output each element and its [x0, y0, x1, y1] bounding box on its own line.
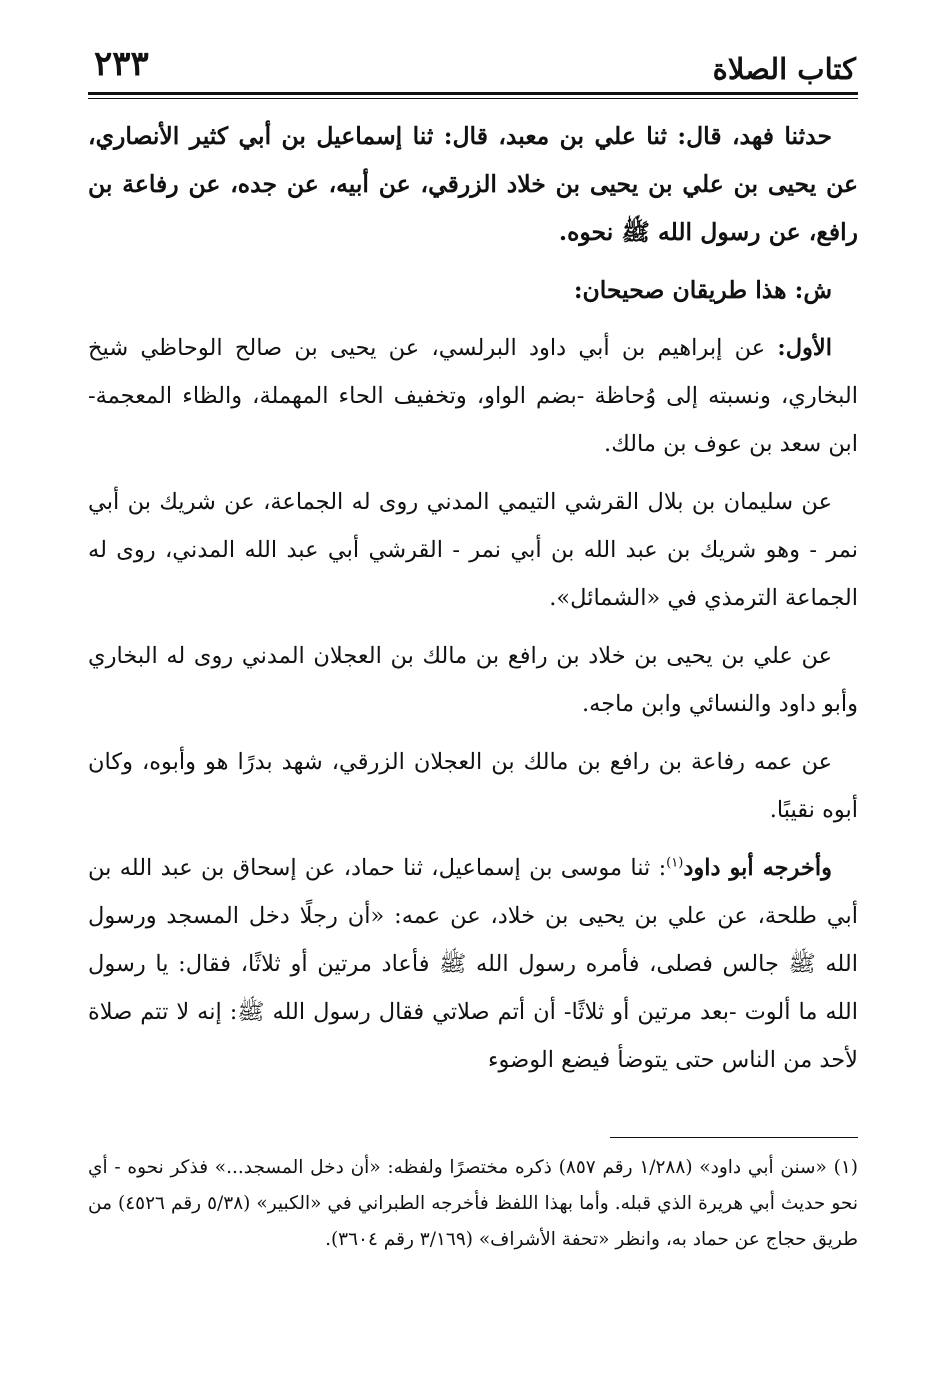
commentary-heading	[88, 266, 858, 314]
paragraph-text: حدثنا فهد، قال: ثنا علي بن معبد، قال: ثنا إسماعيل بن أبي كثير الأنصاري، عن يحيى بن علي بن يحيى بن خلاد الزرقي، عن أبيه، عن جده، عن رفاعة بن رافع، عن رسول الله ﷺ نحوه.	[88, 122, 858, 246]
footnote-marker: (١)	[666, 855, 684, 871]
hadith-chain-paragraph	[88, 112, 858, 256]
commentary-paragraph	[88, 632, 858, 728]
header-rule-thick	[88, 92, 858, 95]
commentary-paragraph	[88, 738, 858, 834]
footnote-separator	[610, 1137, 858, 1138]
paragraph-text: عن عمه رفاعة بن رافع بن مالك بن العجلان الزرقي، شهد بدرًا هو وأبوه، وكان أبوه نقيبًا.	[88, 749, 858, 823]
page-header	[88, 38, 858, 94]
paragraph-text: : ثنا موسى بن إسماعيل، ثنا حماد، عن إسحاق بن عبد الله بن أبي طلحة، عن علي بن يحيى بن خلاد، عن عمه: «أن رجلًا دخل المسجد ورسول الله ﷺ جالس فصلى، فأمره رسول الله ﷺ فأعاد مرتين أو ثلاثًا، فقال: يا رسول الله ما ألوت -بعد مرتين أو ثلاثًا- أن أتم صلاتي فقال رسول الله ﷺ: إنه لا تتم صلاة لأحد من الناس حتى يتوضأ فيضع الوضوء	[88, 855, 858, 1073]
paragraph-lead: الأول:	[777, 335, 832, 361]
paragraph-text: عن سليمان بن بلال القرشي التيمي المدني روى له الجماعة، عن شريك بن أبي نمر - وهو شريك بن عبد الله بن أبي نمر - القرشي أبي عبد الله المدني، روى له الجماعة الترمذي في «الشمائل».	[88, 489, 858, 611]
paragraph-lead: وأخرجه أبو داود	[683, 855, 832, 881]
header-rule-thin	[88, 98, 858, 99]
paragraph-text: عن علي بن يحيى بن خلاد بن رافع بن مالك بن العجلان المدني روى له البخاري وأبو داود والنسائي وابن ماجه.	[88, 643, 858, 717]
commentary-paragraph	[88, 324, 858, 468]
page-number: ٢٣٣	[94, 44, 149, 84]
takhrij-paragraph	[88, 844, 858, 1084]
footnotes	[88, 1150, 858, 1258]
commentary-paragraph	[88, 478, 858, 622]
footnote-item: (١) «سنن أبي داود» (١/٢٨٨ رقم ٨٥٧) ذكره مختصرًا ولفظه: «أن دخل المسجد...» فذكر نحوه - أي نحو حديث أبي هريرة الذي قبله. وأما بهذا اللفظ فأخرجه الطبراني في «الكبير» (٥/٣٨ رقم ٤٥٢٦) من طريق حجاج عن حماد به، وانظر «تحفة الأشراف» (٣/١٦٩ رقم ٣٦٠٤).	[88, 1157, 858, 1250]
paragraph-text: ش: هذا طريقان صحيحان:	[573, 276, 832, 304]
main-text	[88, 112, 858, 1094]
paragraph-text: عن إبراهيم بن أبي داود البرلسي، عن يحيى بن صالح الوحاظي شيخ البخاري، ونسبته إلى وُحاظة -بضم الواو، وتخفيف الحاء المهملة، والظاء المعجمة- ابن سعد بن عوف بن مالك.	[88, 335, 858, 457]
running-head-title: كتاب الصلاة	[712, 52, 856, 86]
